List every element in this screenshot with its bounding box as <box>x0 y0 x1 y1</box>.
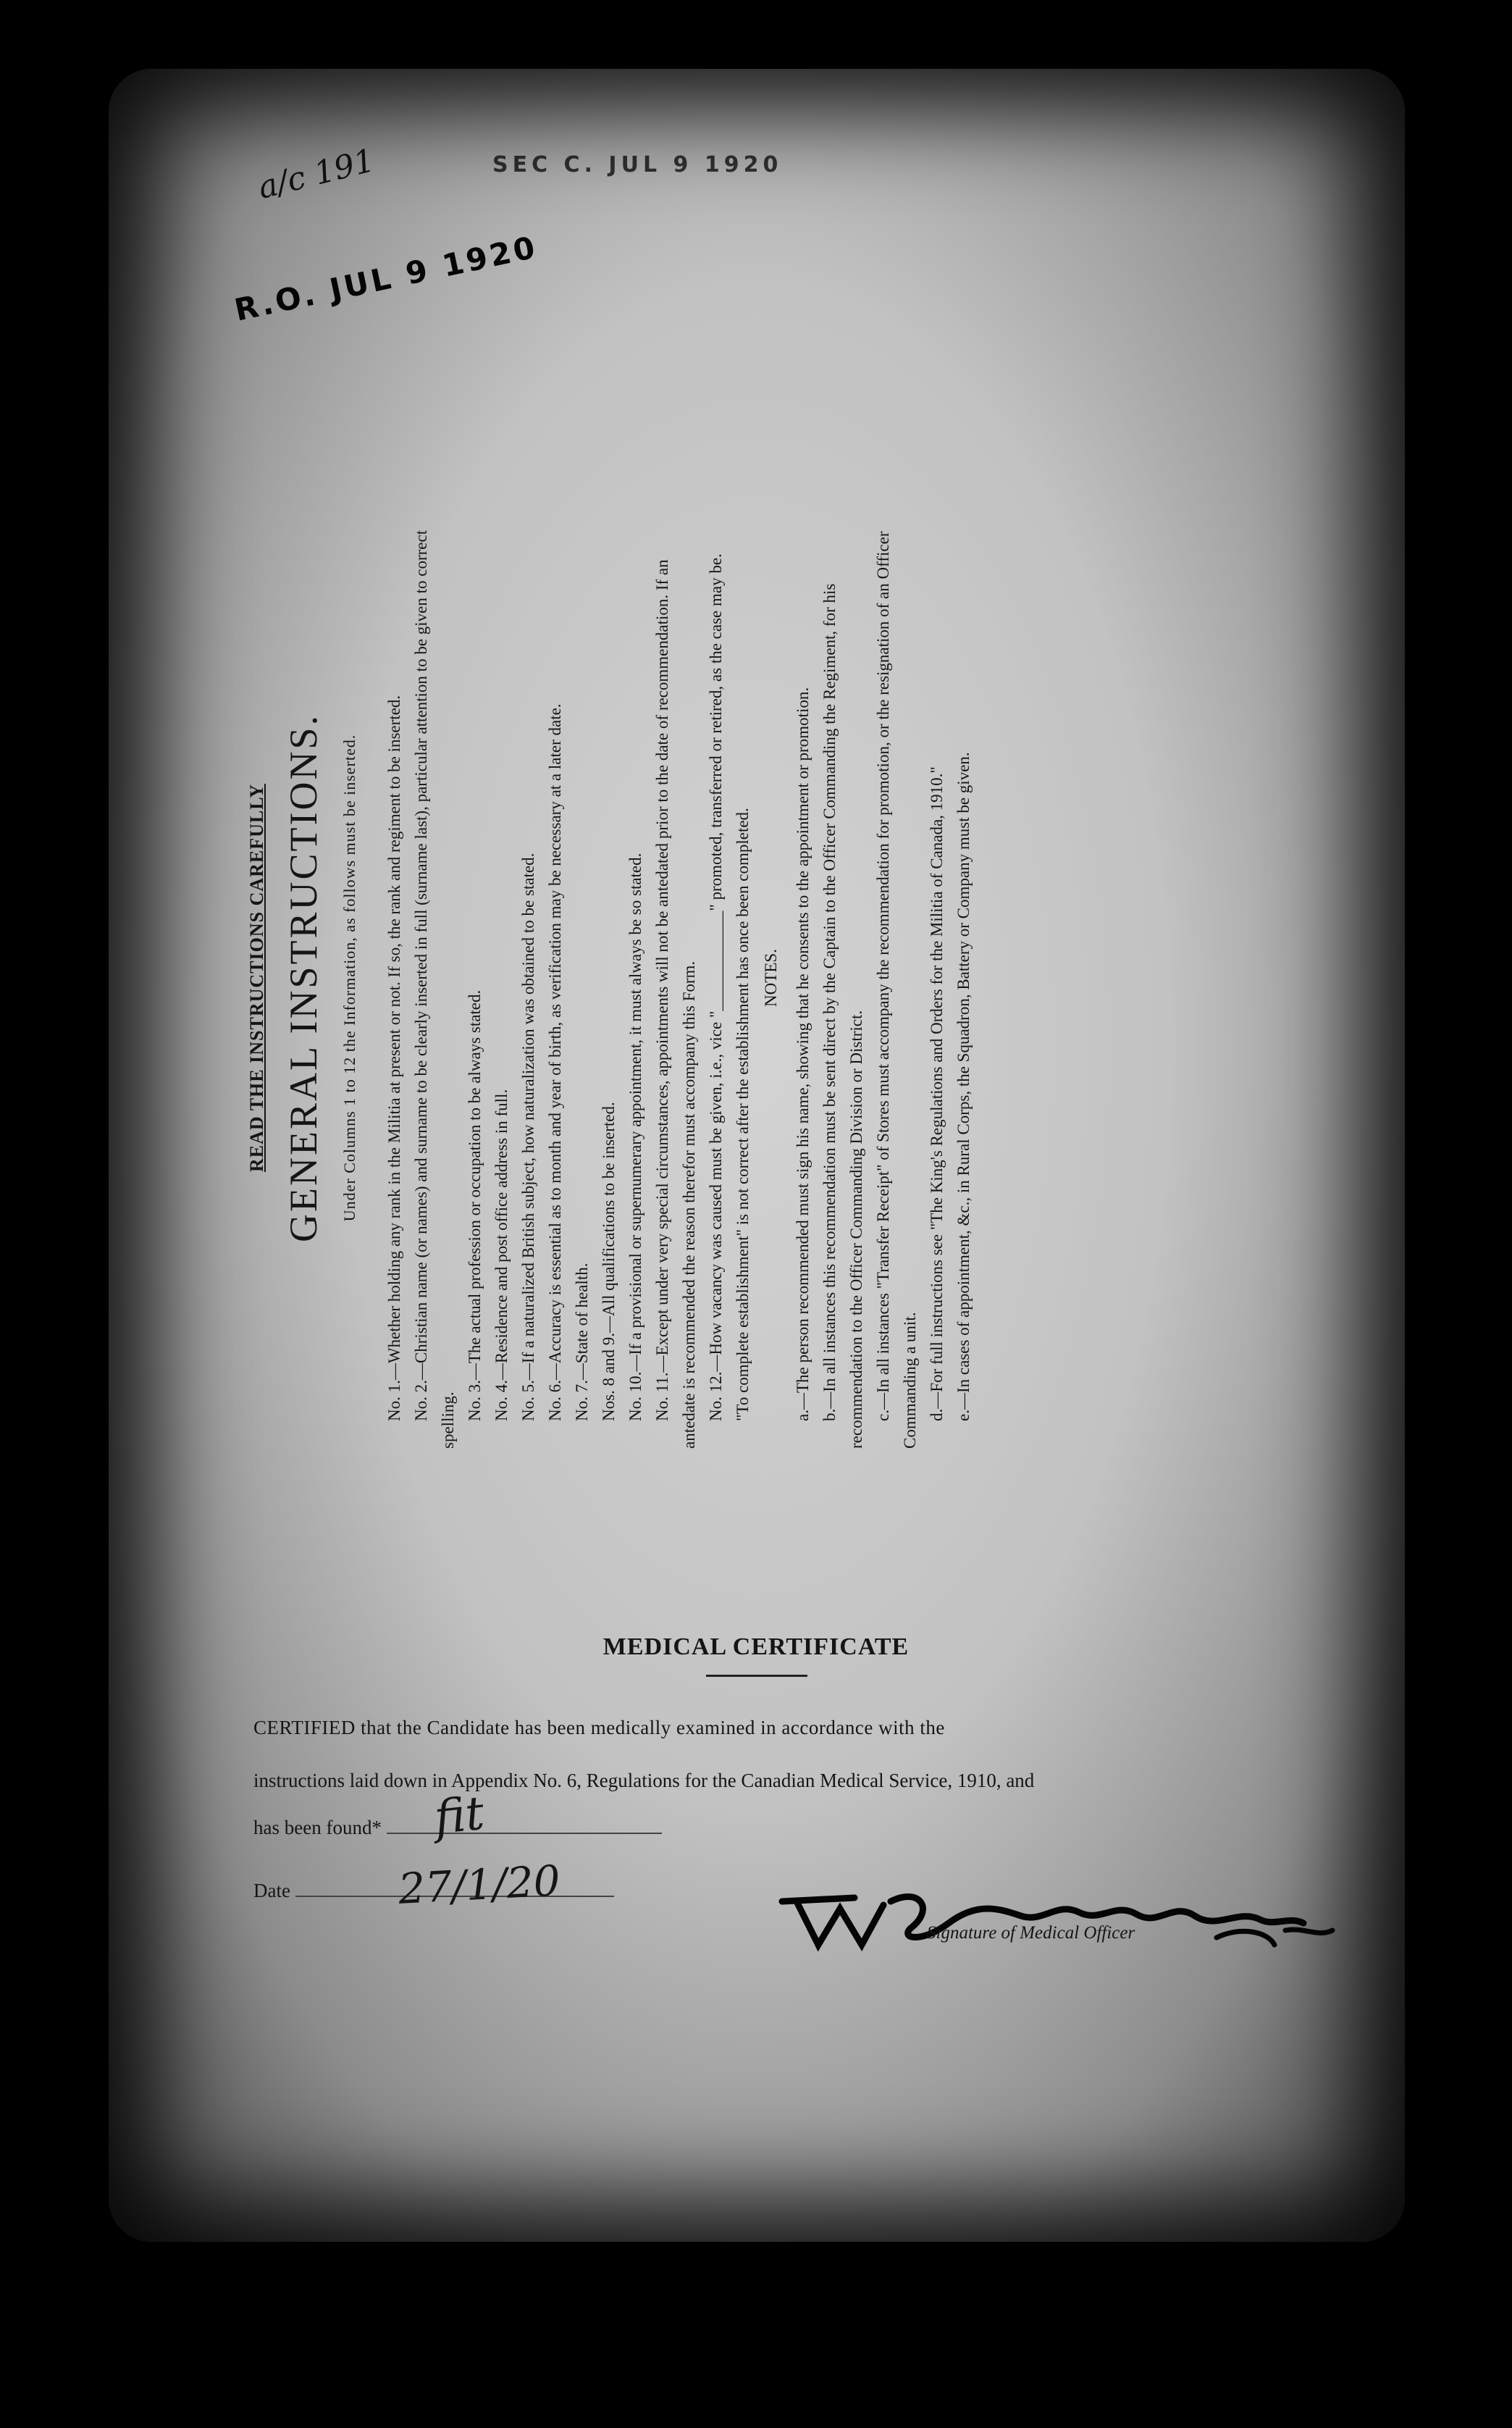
instruction-item: No. 1.—Whether holding any rank in the Militia at present or not. If so, the rank and regiment to be inserted. <box>385 695 403 1421</box>
instruction-item: No. 5.—If a naturalized British subject, how naturalization was obtained to be stated. <box>519 853 537 1421</box>
instructions-rotated-block <box>246 507 1260 1449</box>
instruction-item: No. 7.—State of health. <box>573 1263 591 1421</box>
instruction-item: No. 6.—Accuracy is essential as to month and year of birth, as verification may be necessary at a later date. <box>546 703 564 1421</box>
notes-title: NOTES. <box>762 949 780 1007</box>
certificate-line-2: instructions laid down in Appendix No. 6, Regulations for the Canadian Medical Service, 1910, and <box>253 1770 1035 1791</box>
found-label: has been found* <box>253 1817 382 1838</box>
instructions-heading: READ THE INSTRUCTIONS CAREFULLY <box>246 784 267 1172</box>
medical-officer-signature <box>768 1858 1347 1959</box>
note-item: e.—In cases of appointment, &c., in Rural Corps, the Squadron, Battery or Company must be given. <box>954 752 973 1421</box>
medical-certificate-title: MEDICAL CERTIFICATE <box>602 1633 910 1660</box>
date-stamp-top: SEC C. JUL 9 1920 <box>492 152 783 177</box>
note-item: a.—The person recommended must sign his name, showing that he consents to the appointment or promotion. <box>794 687 812 1421</box>
certificate-line-1: CERTIFIED that the Candidate has been medically examined in accordance with the <box>253 1717 945 1738</box>
instructions-subtitle: Under Columns 1 to 12 the Information, as follows must be inserted. <box>340 734 358 1222</box>
title-divider <box>706 1675 807 1677</box>
instruction-item: No. 12.—How vacancy was caused must be given, i.e., vice "____________" promoted, transferred or retired, as the case may be. <box>707 553 725 1421</box>
date-value-handwritten: 27/1/20 <box>397 1856 562 1914</box>
instruction-item: No. 4.—Residence and post office address in full. <box>492 1089 511 1421</box>
received-stamp: R.O. JUL 9 1920 <box>231 229 541 328</box>
found-value-handwritten: fit <box>432 1786 487 1846</box>
handwritten-reference: a/c 191 <box>254 141 379 207</box>
date-label: Date <box>253 1880 290 1901</box>
note-item: d.—For full instructions see "The King's Regulations and Orders for the Militia of Canada, 1910." <box>928 766 946 1421</box>
instruction-item: Nos. 8 and 9.—All qualifications to be inserted. <box>600 1102 618 1421</box>
instruction-item: No. 11.—Except under very special circumstances, appointments will not be antedated prior to the date of recommendation. If an antedate is recommended the reason therefor must accompany this Form. <box>653 559 698 1449</box>
note-item: b.—In all instances this recommendation must be sent direct by the Captain to the Officer Commanding the Regiment, for his recommendation to the Officer Commanding Division or District. <box>820 583 865 1449</box>
instruction-item: "To complete establishment" is not correct after the establishment has once been completed. <box>734 808 752 1421</box>
instructions-title: GENERAL INSTRUCTIONS. <box>282 713 325 1242</box>
instruction-item: No. 3.—The actual profession or occupation to be always stated. <box>466 989 484 1421</box>
instruction-item: No. 10.—If a provisional or supernumerary appointment, it must always be so stated. <box>626 853 644 1421</box>
instruction-item: No. 2.—Christian name (or names) and surname to be clearly inserted in full (surname last), particular attention to be given to correct spelling. <box>412 529 457 1449</box>
general-instructions-section <box>239 507 1267 1449</box>
note-item: c.—In all instances "Transfer Receipt" of Stores must accompany the recommendation for promotion, or the resignation of an Officer Commanding a unit. <box>874 531 919 1449</box>
signature-label: Signature of Medical Officer <box>927 1923 1135 1943</box>
found-underline <box>387 1833 662 1834</box>
